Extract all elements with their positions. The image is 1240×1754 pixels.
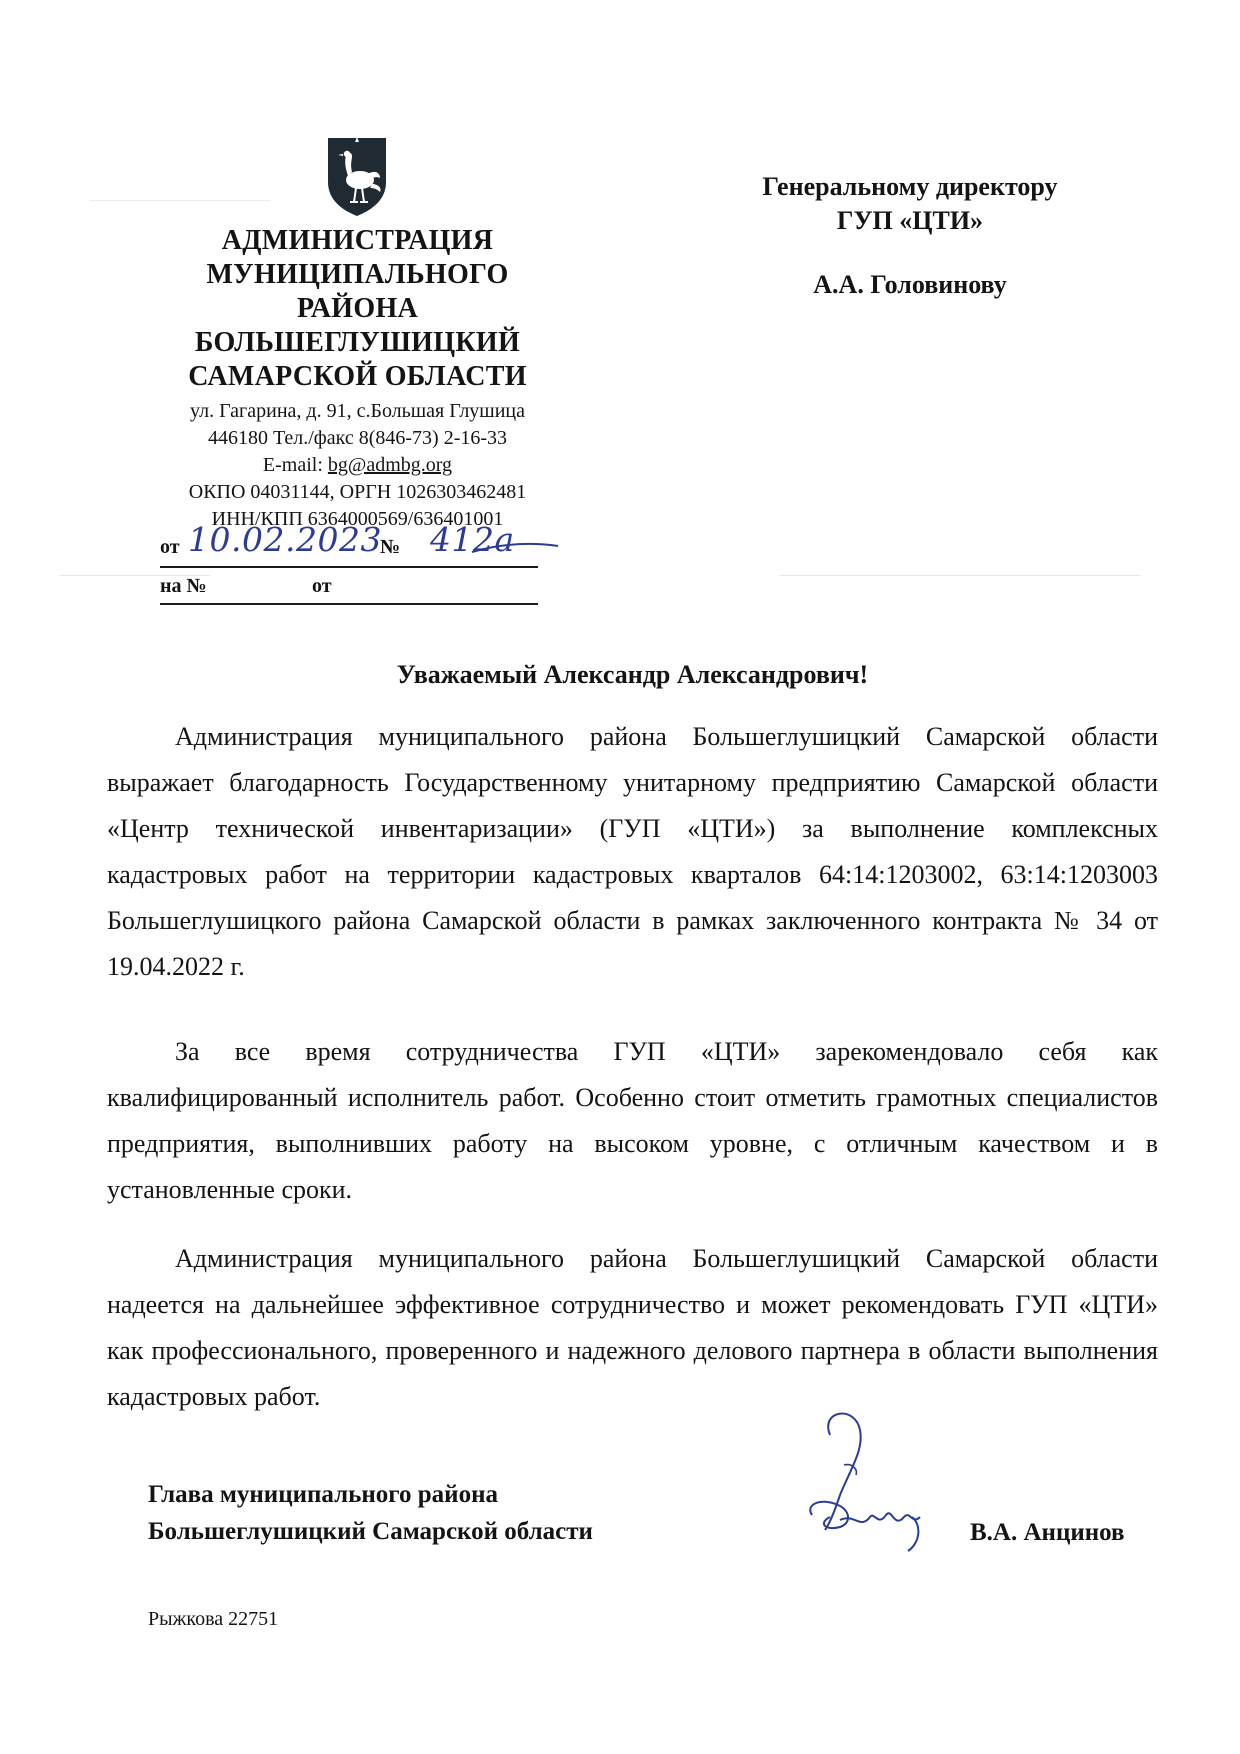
letter-paragraph xyxy=(107,714,1158,990)
org-name-line: АДМИНИСТРАЦИЯ xyxy=(221,225,494,256)
email-line xyxy=(110,452,605,479)
coat-of-arms-emblem xyxy=(322,134,392,218)
phone-line: 446180 Тел./факс 8(846-73) 2-16-33 xyxy=(207,427,508,449)
scan-artifact xyxy=(780,575,1140,576)
outgoing-underline xyxy=(160,566,538,568)
reference-date-label: от xyxy=(312,575,332,597)
email-link[interactable]: bg@admbg.org xyxy=(327,454,453,476)
outgoing-date-label: от xyxy=(160,536,180,558)
org-name-line: МУНИЦИПАЛЬНОГО xyxy=(206,259,509,290)
paragraph-text: За все время сотрудничества ГУП «ЦТИ» зарекомендовало себя как квалифицированный исполнитель работ. Особенно стоит отметить грамотных специалистов предприятия, выполнивших работу на высоком уровне, с отличным качеством и в установленные сроки. xyxy=(107,1037,1158,1204)
handwriting-flourish xyxy=(470,538,560,558)
addressee-block xyxy=(720,170,1100,302)
addressee-organization: ГУП «ЦТИ» xyxy=(836,206,984,235)
address-line: ул. Гагарина, д. 91, с.Большая Глушица xyxy=(190,400,525,422)
scan-artifact xyxy=(90,200,270,201)
outgoing-number-label: № xyxy=(380,536,401,558)
email-label: E-mail: xyxy=(262,454,328,476)
paragraph-text: Администрация муниципального района Большеглушицкий Самарской области надеется на дальнейшее эффективное сотрудничество и может рекомендовать ГУП «ЦТИ» как профессионального, проверенного и надежного делового партнера в области выполнения кадастровых работ. xyxy=(107,1244,1158,1411)
addressee-position: Генеральному директору xyxy=(762,172,1058,201)
organization-header xyxy=(110,224,605,533)
addressee-name: А.А. Головинову xyxy=(813,270,1007,299)
reference-number-label: на № xyxy=(160,575,207,597)
salutation: Уважаемый Александр Александрович! xyxy=(396,660,869,689)
org-name-line: БОЛЬШЕГЛУШИЦКИЙ xyxy=(194,327,521,358)
signatory-title xyxy=(148,1476,593,1550)
signatory-title-line: Большеглушицкий Самарской области xyxy=(148,1518,593,1545)
handwritten-date: 10.02.2023 xyxy=(188,520,382,559)
letter-paragraph xyxy=(107,1029,1158,1213)
signatory-title-line: Глава муниципального района xyxy=(148,1481,498,1508)
letter-paragraph xyxy=(107,1236,1158,1420)
paragraph-text: Администрация муниципального района Большеглушицкий Самарской области выражает благодарность Государственному унитарному предприятию Самарской области «Центр технической инвентаризации» (ГУП «ЦТИ») за выполнение комплексных кадастровых работ на территории кадастровых кварталов 64:14:1203002, 63:14:1203003 Большеглушицкого района Самарской области в рамках заключенного контракта № 34 от 19.04.2022 г. xyxy=(107,722,1158,981)
reference-underline xyxy=(160,603,538,605)
executor-info: Рыжкова 22751 xyxy=(148,1608,279,1630)
handwritten-signature xyxy=(800,1405,960,1555)
org-name-line: САМАРСКОЙ ОБЛАСТИ xyxy=(188,361,527,392)
handwritten-number: 412а xyxy=(430,520,515,559)
inn-line: ИНН/КПП 6364000569/636401001 xyxy=(211,508,504,530)
org-name-line: РАЙОНА xyxy=(296,293,419,324)
okpo-line: ОКПО 04031144, ОРГН 1026303462481 xyxy=(188,481,527,503)
signatory-name: В.А. Анцинов xyxy=(970,1519,1125,1546)
